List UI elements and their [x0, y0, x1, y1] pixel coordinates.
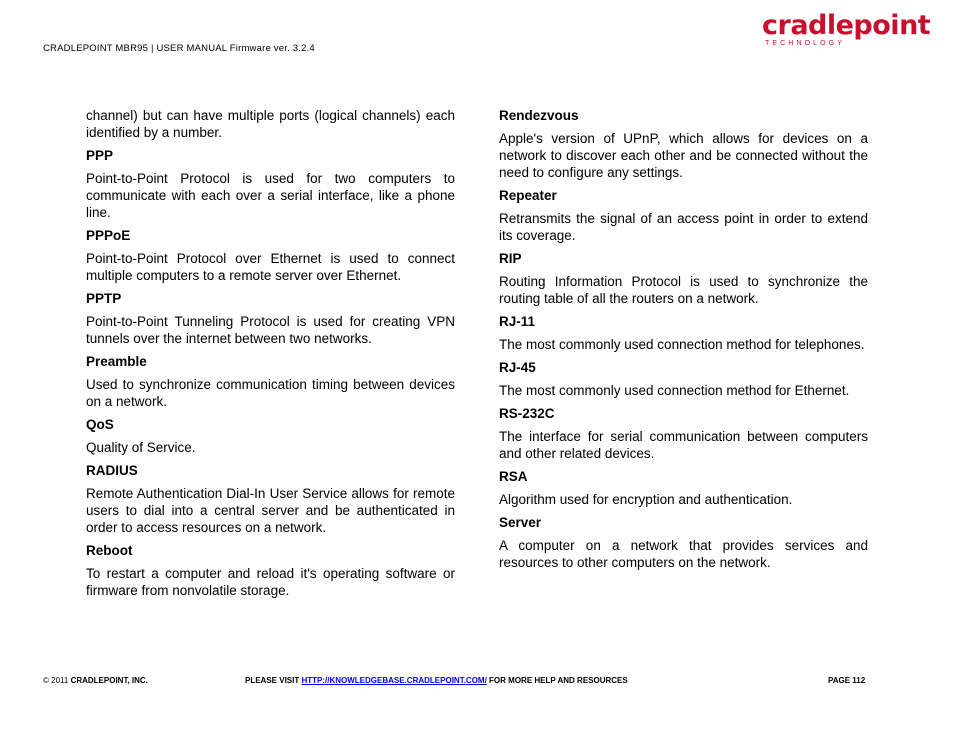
term-repeater: Repeater: [499, 188, 557, 203]
term-rs-232c: RS-232C: [499, 406, 555, 421]
term-pppoe: PPPoE: [86, 228, 131, 243]
footer-help: [245, 676, 628, 685]
definition-rendezvous: Apple's version of UPnP, which allows for devices on a network to discover each other and be connected without the need to configure any settings.: [499, 131, 868, 180]
right-column: [499, 107, 868, 577]
term-rsa: RSA: [499, 469, 528, 484]
definition-pppoe: Point-to-Point Protocol over Ethernet is used to connect multiple computers to a remote server over Ethernet.: [86, 251, 455, 283]
term-rj-45: RJ-45: [499, 360, 536, 375]
term-preamble: Preamble: [86, 354, 147, 369]
continuation-text: channel) but can have multiple ports (logical channels) each identified by a number.: [86, 108, 455, 140]
term-server: Server: [499, 515, 542, 530]
left-column: [86, 107, 455, 605]
footer-copyright: [43, 676, 148, 685]
knowledgebase-link[interactable]: HTTP://KNOWLEDGEBASE.CRADLEPOINT.COM/: [301, 676, 487, 685]
definition-rs-232c: The interface for serial communication between computers and other related devices.: [499, 429, 868, 461]
definition-radius: Remote Authentication Dial-In User Service allows for remote users to dial into a central server and be authenticated in order to access resources on a network.: [86, 486, 455, 535]
logo-wordmark: cradlepoint: [762, 10, 931, 41]
definition-rsa: Algorithm used for encryption and authentication.: [499, 492, 793, 507]
term-rip: RIP: [499, 251, 522, 266]
cradlepoint-logo: [762, 10, 931, 50]
term-pptp: PPTP: [86, 291, 122, 306]
definition-rip: Routing Information Protocol is used to synchronize the routing table of all the routers on a network.: [499, 274, 868, 306]
term-rj-11: RJ-11: [499, 314, 536, 329]
logo-tagline: TECHNOLOGY: [765, 40, 846, 47]
term-radius: RADIUS: [86, 463, 138, 478]
definition-server: A computer on a network that provides services and resources to other computers on the network.: [499, 538, 868, 570]
copyright-year: © 2011: [43, 676, 69, 685]
definition-reboot: To restart a computer and reload it's operating software or firmware from nonvolatile storage.: [86, 566, 455, 598]
copyright-company: CRADLEPOINT, INC.: [70, 676, 148, 685]
definition-rj-45: The most commonly used connection method for Ethernet.: [499, 383, 850, 398]
definition-repeater: Retransmits the signal of an access point in order to extend its coverage.: [499, 211, 868, 243]
definition-pptp: Point-to-Point Tunneling Protocol is used for creating VPN tunnels over the internet between two networks.: [86, 314, 455, 346]
visit-suffix: FOR MORE HELP AND RESOURCES: [489, 676, 628, 685]
visit-prefix: PLEASE VISIT: [245, 676, 300, 685]
manual-header: CRADLEPOINT MBR95 | USER MANUAL Firmware ver. 3.2.4: [43, 43, 315, 54]
term-reboot: Reboot: [86, 543, 133, 558]
term-rendezvous: Rendezvous: [499, 108, 579, 123]
term-qos: QoS: [86, 417, 114, 432]
definition-qos: Quality of Service.: [86, 440, 196, 455]
definition-rj-11: The most commonly used connection method for telephones.: [499, 337, 865, 352]
page-number: PAGE 112: [828, 676, 866, 685]
definition-ppp: Point-to-Point Protocol is used for two computers to communicate with each over a serial interface, like a phone line.: [86, 171, 455, 220]
term-ppp: PPP: [86, 148, 114, 163]
definition-preamble: Used to synchronize communication timing between devices on a network.: [86, 377, 455, 409]
